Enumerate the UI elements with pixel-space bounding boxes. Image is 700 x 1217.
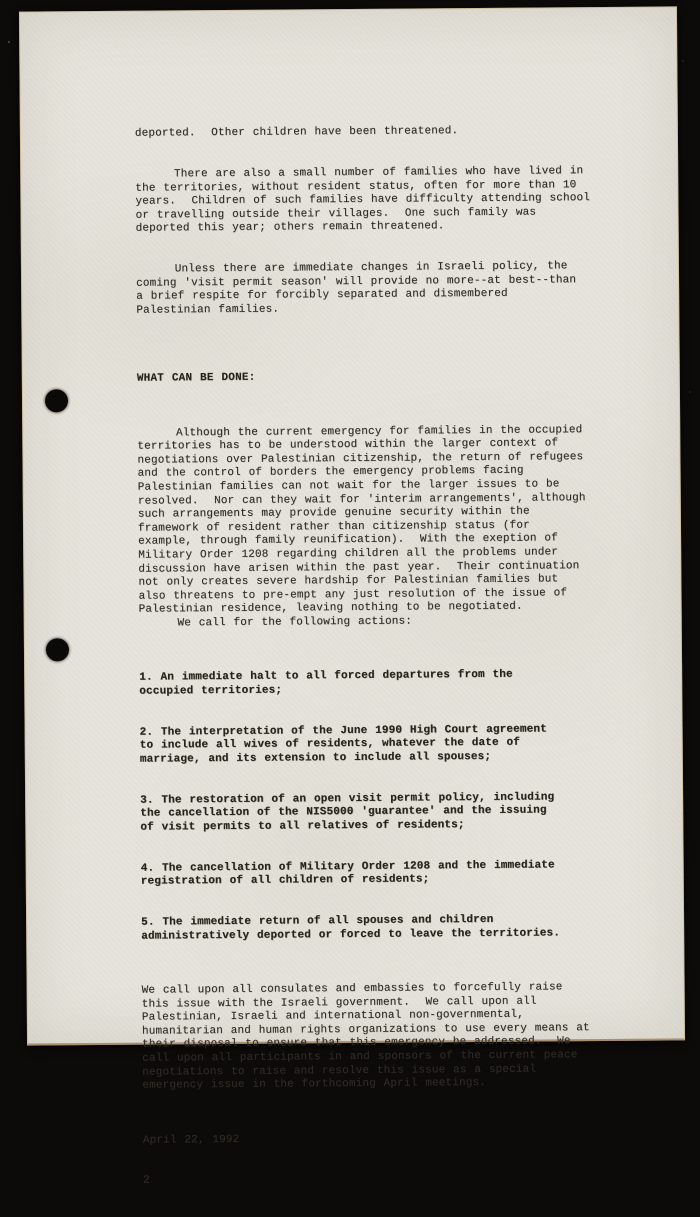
document-page	[19, 6, 685, 1187]
action-item-5: 5. The immediate return of all spouses and children administratively deported or forced to leave the territories.	[141, 913, 561, 943]
action-item-2: 2. The interpretation of the June 1990 High Court agreement to include all wives of residents, whatever the date of marriage, and its extension to include all spouses;	[139, 723, 547, 766]
hole-punch-bottom	[46, 638, 69, 661]
action-item-4: 4. The cancellation of Military Order 1208 and the immediate registration of all children of residents;	[140, 859, 555, 888]
hole-punch-top	[45, 389, 68, 412]
date-line: April 22, 1992	[142, 1133, 240, 1147]
paragraph-deported-children: deported. Other children have been threatened.	[134, 125, 459, 140]
typewritten-text-block	[135, 97, 634, 1216]
action-item-3: 3. The restoration of an open visit permit policy, including the cancellation of the NIS5000 'guarantee' and the issuing of visit permits to all relatives of residents;	[140, 791, 555, 834]
page-number: 2	[143, 1174, 150, 1187]
action-item-1: 1. An immediate halt to all forced departures from the occupied territories;	[139, 669, 513, 698]
paragraph-call-upon-consulates: We call upon all consulates and embassies to forcefully raise this issue with the Israeli government. We call upon all Palestinian, Israeli and international non-governmental, humanitarian and human rights organizations to use every means at their disposal to ensure that this emergency be addressed. We call upon all participants in and sponsors of the current peace negotiations to raise and resolve this issue as a special emergency issue in the forthcoming April meetings.	[141, 981, 590, 1092]
section-heading-what-can-be-done: WHAT CAN BE DONE:	[136, 372, 256, 385]
paragraph-visit-permit-season: Unless there are immediate changes in Israeli policy, the coming 'visit permit season' will provide no more--at best--than a brief respite for forcibly separated and dismembered Palestinian families.	[135, 260, 577, 317]
paragraph-families-without-status: There are also a small number of families who have lived in the territories, without resident status, often for more than 10 years. Children of such families have difficulty attending school or travelling outside their villages. One such family was deported this year; others remain threatened.	[135, 165, 591, 236]
paragraph-emergency-context: Although the current emergency for families in the occupied territories has to be understood within the larger context of negotiations over Palestinian citizenship, the return of refugees and the control of borders the emergency problems facing Palestinian families can not wait for the larger issues to be resolved. Nor can they wait for 'interim arrangements', although such arrangements may provide genuine security within the framework of resident rather than citizenship status (for example, through family reunification). With the exeption of Military Order 1208 regarding children all the problems under discussion have arisen within the past year. Their continuation not only creates severe hardship for Palestinian families but also threatens to pre-empt any just resolution of the issue of Palestinian residence, leaving nothing to be negotiated. We call for the following actions:	[137, 423, 586, 630]
